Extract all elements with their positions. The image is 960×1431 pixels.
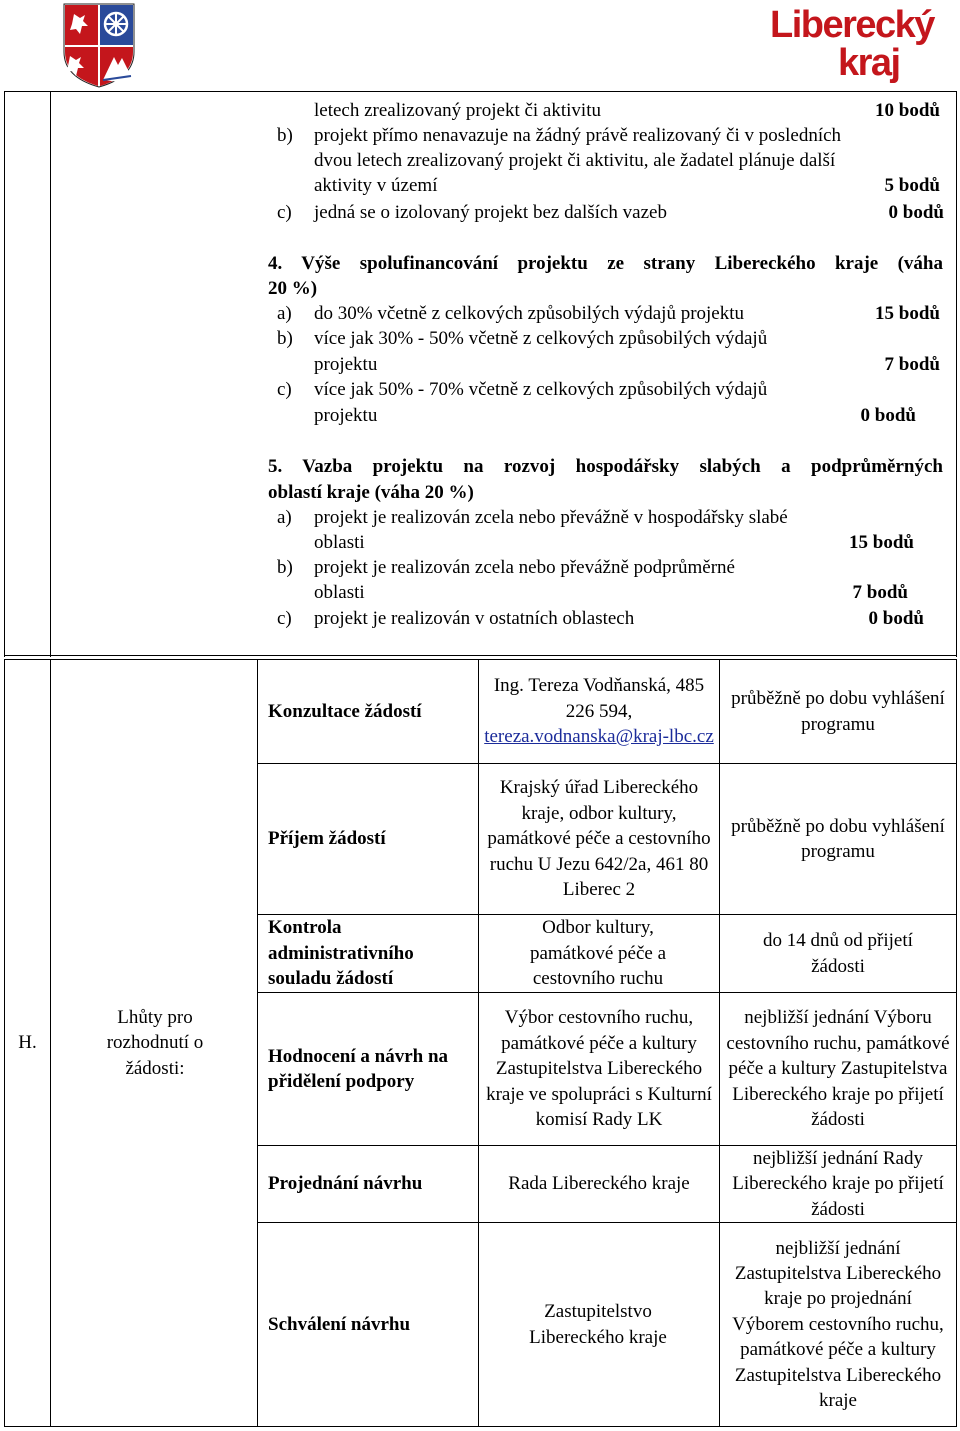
- row5-deadline: nejbližší jednání Rady Libereckého kraje po přijetí žádosti: [732, 1147, 944, 1220]
- c4-a-label: a): [277, 303, 292, 324]
- row3-deadline: do 14 dnů od přijetí žádosti: [763, 930, 913, 977]
- email-link[interactable]: tereza.vodnanska@kraj-lbc.cz: [484, 726, 714, 748]
- row4-step: Hodnocení a návrh na přidělení podpory: [268, 1045, 449, 1092]
- row1-step: Konzultace žádostí: [268, 700, 422, 722]
- c4-b-line2: projektu: [314, 354, 378, 375]
- c5-b-line1: projekt je realizován zcela nebo převážně podprůměrné: [314, 557, 735, 578]
- c3-b-points: 5 bodů: [884, 175, 940, 196]
- c4-b-label: b): [277, 328, 293, 349]
- row3-step: Kontrola administrativního souladu žádostí: [268, 917, 414, 990]
- c5-a-label: a): [277, 507, 292, 528]
- row6-deadline: nejbližší jednání Zastupitelstva Libereckého kraje po projednání Výborem cestovního ruchu, památkové péče a kultury Zastupitelstva Libereckého kraje: [732, 1237, 944, 1412]
- c5-b-label: b): [277, 557, 293, 578]
- c4-c-line2: projektu: [314, 405, 378, 426]
- row1-deadline: průběžně po dobu vyhlášení programu: [731, 688, 945, 735]
- c5-title-cont: oblastí kraje (váha 20 %): [268, 482, 474, 503]
- c5-b-line2: oblasti: [314, 582, 365, 603]
- c4-a-points: 15 bodů: [875, 303, 940, 324]
- row1-contact-text: Ing. Tereza Vodňanská, 485 226 594,: [493, 675, 705, 722]
- c3-b-line3: aktivity v území: [314, 175, 438, 196]
- row6-responsible: Zastupitelstvo Libereckého kraje: [529, 1301, 667, 1348]
- c5-c-points: 0 bodů: [868, 608, 924, 629]
- row4-responsible: Výbor cestovního ruchu, památkové péče a kultury Zastupitelstva Libereckého kraje ve spolupráci s Kulturní komisí Rady LK: [486, 1007, 712, 1131]
- c5-a-line2: oblasti: [314, 532, 365, 553]
- c4-c-label: c): [277, 379, 292, 400]
- c4-b-points: 7 bodů: [884, 354, 940, 375]
- c3-cont-points: 10 bodů: [875, 100, 940, 121]
- c5-c-text: projekt je realizován v ostatních oblastech: [314, 608, 635, 629]
- row1-contact: [479, 660, 719, 763]
- c4-b-line1: více jak 30% - 50% včetně z celkových způsobilých výdajů: [314, 328, 768, 349]
- c5-a-points: 15 bodů: [849, 532, 914, 553]
- c5-b-points: 7 bodů: [852, 582, 908, 603]
- c3-b-label: b): [277, 125, 293, 146]
- c3-b-line2: dvou letech zrealizovaný projekt či aktivitu, ale žadatel plánuje další: [314, 150, 836, 171]
- c4-c-points: 0 bodů: [860, 405, 916, 426]
- c3-c-points: 0 bodů: [888, 202, 944, 223]
- row2-step: Příjem žádostí: [268, 828, 386, 850]
- row2-deadline: průběžně po dobu vyhlášení programu: [731, 815, 945, 862]
- logo-line2: kraj: [838, 42, 900, 84]
- row6-step: Schválení návrhu: [268, 1313, 411, 1335]
- c4-title: 4. Výše spolufinancování projektu ze strany Libereckého kraje (váha: [268, 253, 943, 274]
- c5-title: 5. Vazba projektu na rozvoj hospodářsky slabých a podprůměrných: [268, 456, 943, 477]
- section-letter: H.: [18, 1032, 37, 1054]
- row5-step: Projednání návrhu: [268, 1173, 423, 1195]
- c4-c-line1: více jak 50% - 70% včetně z celkových způsobilých výdajů: [314, 379, 768, 400]
- c3-c-label: c): [277, 202, 292, 223]
- c3-b-line1: projekt přímo nenavazuje na žádný právě realizovaný či v posledních: [314, 125, 842, 146]
- c5-c-label: c): [277, 608, 292, 629]
- logo-line1: Liberecký: [770, 4, 934, 46]
- row3-responsible: Odbor kultury, památkové péče a cestovního ruchu: [529, 917, 667, 990]
- region-logo: [770, 4, 934, 88]
- row4-deadline: nejbližší jednání Výboru cestovního ruchu, památkové péče a kultury Zastupitelstva Libereckého kraje po přijetí žádosti: [726, 1007, 950, 1131]
- row2-responsible: Krajský úřad Libereckého kraje, odbor kultury, památkové péče a cestovního ruchu U Jezu 642/2a, 461 80 Liberec 2: [487, 777, 711, 901]
- coat-of-arms-icon: [62, 2, 136, 88]
- c3-c-text: jedná se o izolovaný projekt bez dalších vazeb: [314, 202, 667, 223]
- c4-a-text: do 30% včetně z celkových způsobilých výdajů projektu: [314, 303, 745, 324]
- c5-a-line1: projekt je realizován zcela nebo převážně v hospodářsky slabé: [314, 507, 788, 528]
- c3-cont: letech zrealizovaný projekt či aktivitu: [314, 100, 601, 121]
- section-title: Lhůty pro rozhodnutí o žádosti:: [106, 1006, 204, 1079]
- row5-responsible: Rada Libereckého kraje: [508, 1173, 690, 1195]
- c4-title-cont: 20 %): [268, 278, 318, 299]
